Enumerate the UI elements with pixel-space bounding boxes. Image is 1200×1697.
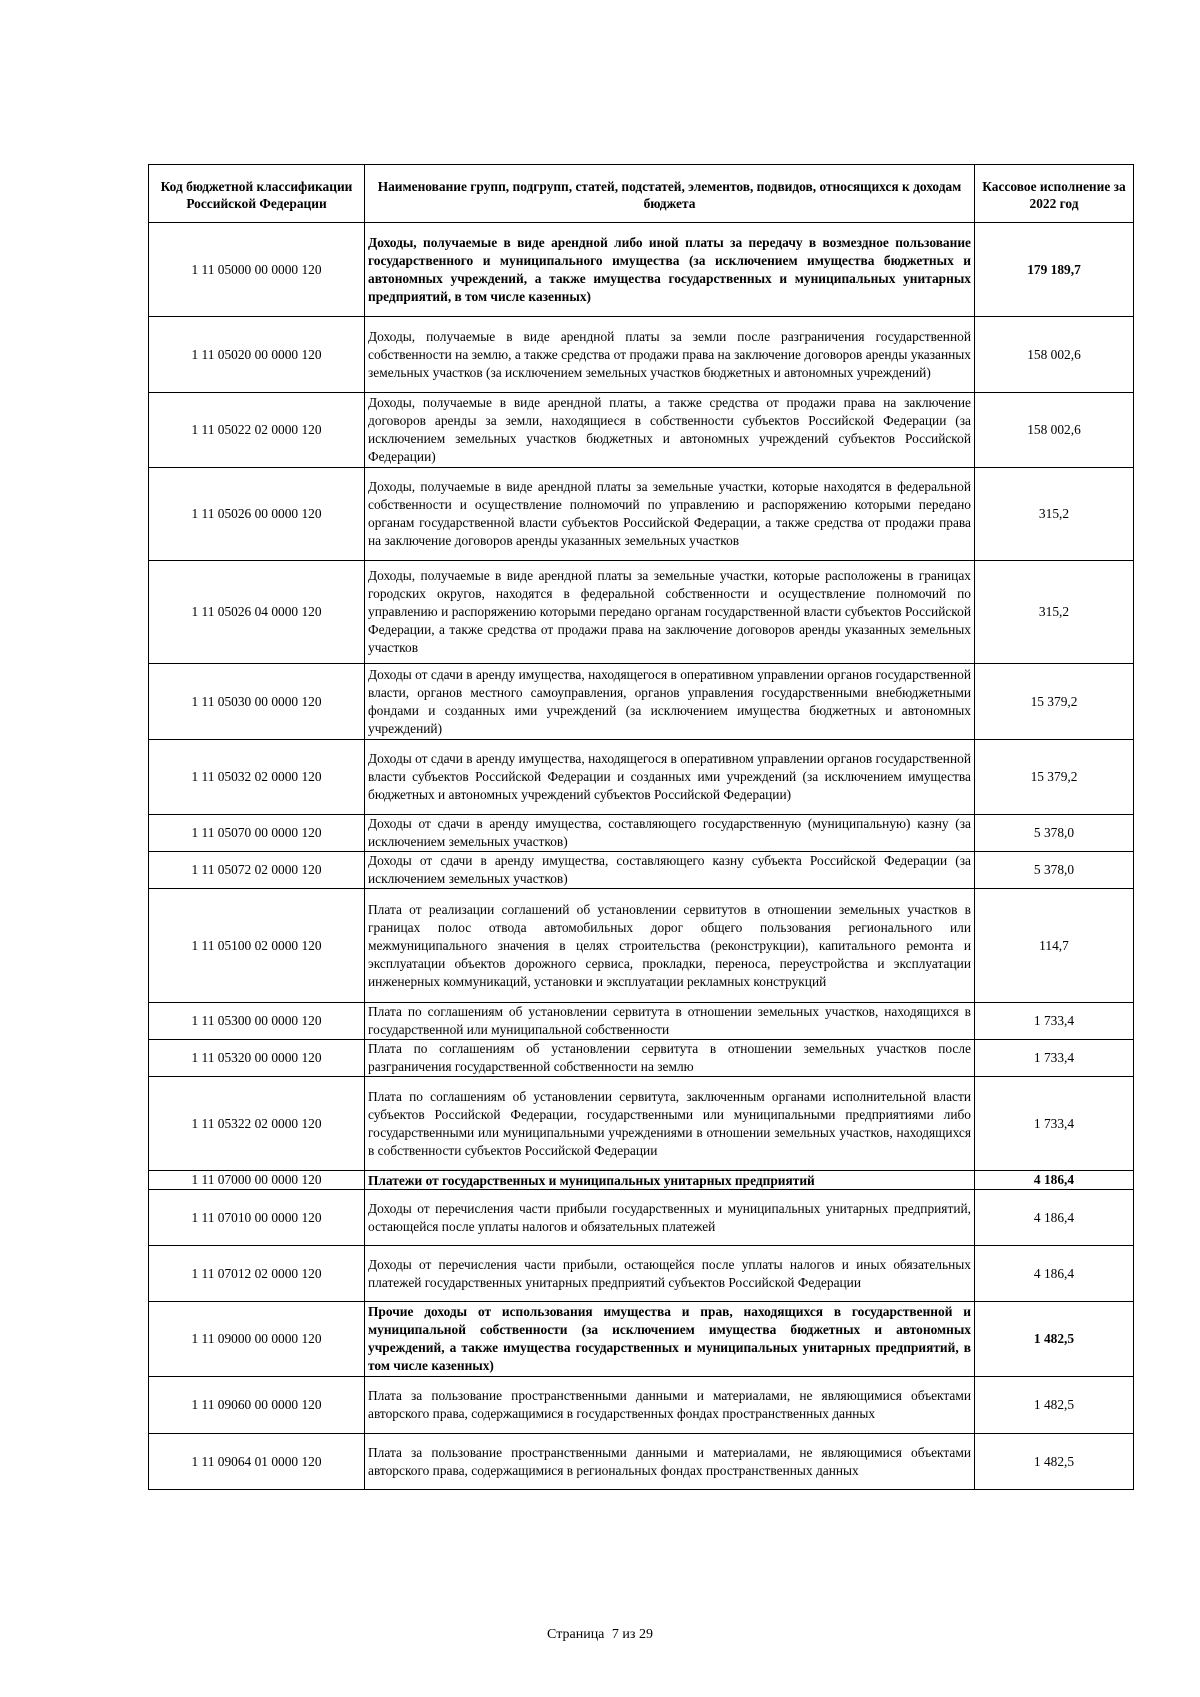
cell-amount: 1 733,4 [975,1003,1134,1040]
table-row [149,223,1134,317]
cell-name-text: Доходы от сдачи в аренду имущества, находящегося в оперативном управлении органов государственной власти субъектов Российской Федерации и созданных ими учреждений (за исключением имущества бюджетных и автономных учреждений субъектов Российской Федерации) [368,751,971,802]
cell-name [365,1171,975,1190]
cell-amount: 4 186,4 [975,1171,1134,1190]
table-row [149,1434,1134,1490]
table-row [149,317,1134,393]
cell-name-text: Плата за пользование пространственными данными и материалами, не являющимися объектами авторского права, содержащимися в государственных фондах пространственных данных [368,1388,971,1421]
cell-name [365,468,975,561]
table-row [149,1171,1134,1190]
page-footer [0,1627,1200,1643]
cell-name-text: Доходы от сдачи в аренду имущества, составляющего государственную (муниципальную) казну (за исключением земельных участков) [368,816,971,849]
cell-name-text: Доходы от перечисления части прибыли государственных и муниципальных унитарных предприятий, остающейся после уплаты налогов и обязательных платежей [368,1200,971,1234]
cell-name-text: Доходы, получаемые в виде арендной платы за земельные участки, которые расположены в границах городских округов, находятся в федеральной собственности и осуществление полномочий по управлению и распоряжению которыми передано органам государственной власти субъектов Российской Федерации, а также средства от продажи права на заключение договоров аренды указанных земельных участков [368,568,971,655]
cell-name-text: Плата по соглашениям об установлении сервитута в отношении земельных участков после разграничения государственной собственности на землю [368,1041,971,1074]
cell-amount: 5 378,0 [975,852,1134,889]
table-row [149,561,1134,664]
cell-amount: 4 186,4 [975,1190,1134,1246]
cell-amount: 5 378,0 [975,815,1134,852]
cell-code: 1 11 05030 00 0000 120 [149,664,365,740]
cell-name-text: Плата за пользование пространственными данными и материалами, не являющимися объектами авторского права, содержащимися в региональных фондах пространственных данных [368,1444,971,1478]
cell-name [365,1434,975,1490]
table-row [149,1190,1134,1246]
page-label: Страница [547,1627,605,1642]
table-row [149,815,1134,852]
header-name: Наименование групп, подгрупп, статей, подстатей, элементов, подвидов, относящихся к доходам бюджета [365,165,975,223]
cell-name-text: Доходы от перечисления части прибыли, остающейся после уплаты налогов и иных обязательных платежей государственных унитарных предприятий субъектов Российской Федерации [368,1256,971,1290]
cell-amount: 315,2 [975,468,1134,561]
cell-name [365,1377,975,1434]
cell-name-text: Прочие доходы от использования имущества и прав, находящихся в государственной и муниципальной собственности (за исключением имущества бюджетных и автономных учреждений, а также имущества государственных и муниципальных унитарных предприятий, в том числе казенных) [368,1304,971,1373]
cell-code: 1 11 05322 02 0000 120 [149,1077,365,1171]
table-row [149,468,1134,561]
cell-amount: 1 733,4 [975,1077,1134,1171]
table-row [149,889,1134,1003]
cell-name [365,889,975,1003]
cell-amount: 15 379,2 [975,664,1134,740]
header-code: Код бюджетной классификации Российской Федерации [149,165,365,223]
cell-name [365,1003,975,1040]
cell-code: 1 11 05070 00 0000 120 [149,815,365,852]
table-row [149,393,1134,468]
cell-name [365,561,975,664]
cell-name [365,664,975,740]
table-row [149,1040,1134,1077]
cell-name [365,740,975,815]
cell-name [365,393,975,468]
cell-code: 1 11 05020 00 0000 120 [149,317,365,393]
cell-code: 1 11 09000 00 0000 120 [149,1302,365,1377]
header-amount: Кассовое исполнение за 2022 год [975,165,1134,223]
table-row [149,1377,1134,1434]
page-of: из [622,1627,636,1642]
cell-code: 1 11 09060 00 0000 120 [149,1377,365,1434]
cell-amount: 4 186,4 [975,1246,1134,1302]
table-row [149,852,1134,889]
cell-amount: 1 733,4 [975,1040,1134,1077]
cell-name [365,815,975,852]
cell-name [365,1246,975,1302]
cell-code: 1 11 05032 02 0000 120 [149,740,365,815]
cell-name-text: Доходы, получаемые в виде арендной платы, а также средства от продажи права на заключение договоров аренды за земли, находящиеся в собственности субъектов Российской Федерации (за исключением земельных участков бюджетных и автономных учреждений субъектов Российской Федерации) [368,395,971,464]
cell-amount: 1 482,5 [975,1377,1134,1434]
cell-name-text: Плата по соглашениям об установлении сервитута в отношении земельных участков, находящихся в государственной или муниципальной собственности [368,1004,971,1037]
table-body [149,223,1134,1490]
cell-name-text: Доходы от сдачи в аренду имущества, находящегося в оперативном управлении органов государственной власти, органов местного самоуправления, органов управления государственными внебюджетными фондами и созданных ими учреждений (за исключением имущества бюджетных и автономных учреждений) [368,666,971,736]
table-row [149,664,1134,740]
cell-name [365,223,975,317]
cell-code: 1 11 05026 04 0000 120 [149,561,365,664]
cell-amount: 1 482,5 [975,1434,1134,1490]
cell-amount: 158 002,6 [975,317,1134,393]
table-row [149,1077,1134,1171]
cell-name [365,1302,975,1377]
cell-amount: 114,7 [975,889,1134,1003]
cell-name-text: Плата по соглашениям об установлении сервитута, заключенным органами исполнительной власти субъектов Российской Федерации, государственными или муниципальными предприятиями либо государственными или муниципальными учреждениями в отношении земельных участков, находящихся в собственности субъектов Российской Федерации [368,1088,971,1158]
cell-code: 1 11 07000 00 0000 120 [149,1171,365,1190]
page-total: 29 [638,1627,653,1642]
cell-name [365,317,975,393]
cell-code: 1 11 05026 00 0000 120 [149,468,365,561]
cell-code: 1 11 07012 02 0000 120 [149,1246,365,1302]
cell-name [365,852,975,889]
cell-code: 1 11 07010 00 0000 120 [149,1190,365,1246]
table-row [149,1302,1134,1377]
cell-amount: 158 002,6 [975,393,1134,468]
cell-name-text: Доходы, получаемые в виде арендной платы за земли после разграничения государственной собственности на землю, а также средства от продажи права на заключение договоров аренды указанных земельных участков (за исключением земельных участков бюджетных и автономных учреждений) [368,328,971,380]
cell-name-text: Платежи от государственных и муниципальных унитарных предприятий [368,1172,815,1188]
table-header-row [149,165,1134,223]
cell-code: 1 11 05000 00 0000 120 [149,223,365,317]
table-row [149,1246,1134,1302]
cell-code: 1 11 09064 01 0000 120 [149,1434,365,1490]
cell-code: 1 11 05100 02 0000 120 [149,889,365,1003]
cell-name-text: Доходы, получаемые в виде арендной платы за земельные участки, которые находятся в федеральной собственности и осуществление полномочий по управлению и распоряжению которыми передано органам государственной власти субъектов Российской Федерации, а также средства от продажи права на заключение договоров аренды указанных земельных участков [368,479,971,548]
budget-table [148,164,1134,1490]
cell-name [365,1190,975,1246]
cell-code: 1 11 05022 02 0000 120 [149,393,365,468]
cell-amount: 1 482,5 [975,1302,1134,1377]
cell-amount: 179 189,7 [975,223,1134,317]
cell-name-text: Доходы, получаемые в виде арендной либо иной платы за передачу в возмездное пользование государственного и муниципального имущества (за исключением имущества бюджетных и автономных учреждений, а также имущества государственных и муниципальных унитарных предприятий, в том числе казенных) [368,234,971,304]
table-row [149,1003,1134,1040]
cell-name [365,1077,975,1171]
cell-code: 1 11 05300 00 0000 120 [149,1003,365,1040]
table-row [149,740,1134,815]
page-current: 7 [611,1627,619,1642]
cell-name-text: Доходы от сдачи в аренду имущества, составляющего казну субъекта Российской Федерации (за исключением земельных участков) [368,853,971,886]
cell-code: 1 11 05072 02 0000 120 [149,852,365,889]
cell-code: 1 11 05320 00 0000 120 [149,1040,365,1077]
cell-amount: 315,2 [975,561,1134,664]
cell-name-text: Плата от реализации соглашений об установлении сервитутов в отношении земельных участков в границах полос отвода автомобильных дорог общего пользования регионального или межмуниципального значения в целях строительства (реконструкции), капитального ремонта и эксплуатации объектов дорожного сервиса, прокладки, переноса, переустройства и эксплуатации инженерных коммуникаций, установки и эксплуатации рекламных конструкций [368,901,971,989]
cell-name [365,1040,975,1077]
cell-amount: 15 379,2 [975,740,1134,815]
